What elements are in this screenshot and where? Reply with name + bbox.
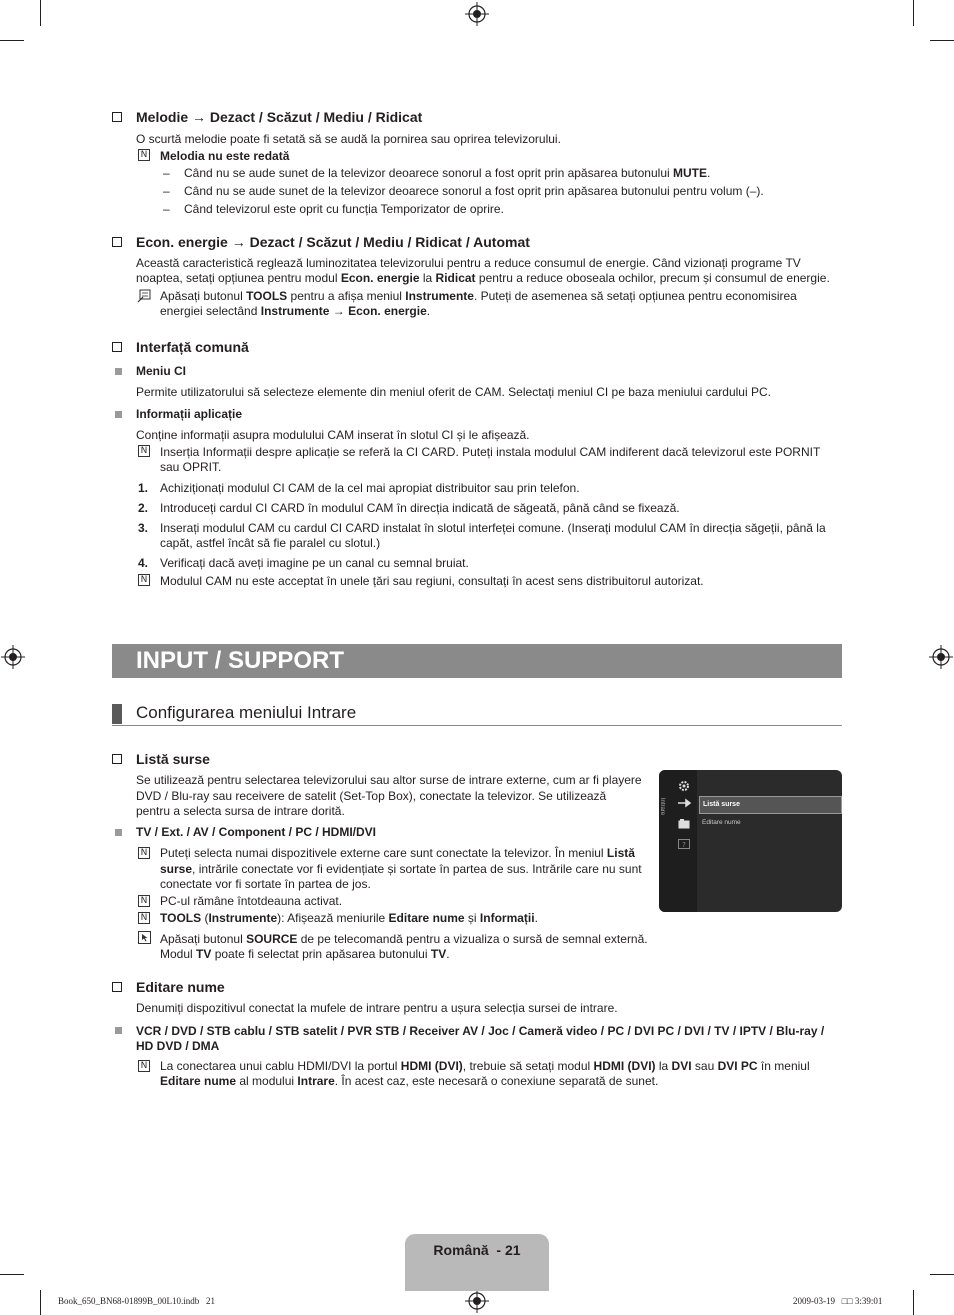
lista-note-line: Puteți selecta numai dispozitivele externe care sunt conectate la televizor. În meniul Listă bbox=[160, 846, 635, 860]
editare-device-list: VCR / DVD / STB cablu / STB satelit / PVR STB / Receiver AV / Joc / Cameră video / PC / DVI PC / DVI / TV / IPTV / Blu-ray / bbox=[136, 1024, 825, 1038]
lista-note-line: Apăsați butonul SOURCE de pe telecomandă pentru a vizualiza o sursă de semnal externă. bbox=[160, 932, 648, 946]
note-icon: N bbox=[138, 149, 150, 161]
dash-bullet: – bbox=[163, 202, 170, 216]
crop-mark bbox=[913, 1290, 914, 1315]
tools-note-icon bbox=[137, 289, 151, 303]
step-number: 3. bbox=[138, 521, 149, 535]
square-bullet-icon bbox=[115, 368, 122, 375]
info-aplicatie-title: Informații aplicație bbox=[136, 407, 243, 421]
note-icon: N bbox=[138, 445, 150, 457]
step-text: Introduceți cardul CI CARD în modulul CAM în direcția indicată de săgeată, până când se fixează. bbox=[160, 501, 680, 515]
section-title-marker bbox=[112, 704, 122, 724]
lista-heading: Listă surse bbox=[136, 751, 210, 767]
lista-note-line: TOOLS (Instrumente): Afișează meniurile Editare nume și Informații. bbox=[160, 911, 538, 925]
editare-note-line: La conectarea unui cablu HDMI/DVI la portul HDMI (DVI), trebuie să setați modul HDMI (DVI) la DVI sau DVI PC în meniul bbox=[160, 1059, 810, 1073]
note-icon: N bbox=[138, 847, 150, 859]
step-text: Inserați modulul CAM cu cardul CI CARD instalat în slotul interfeței comune. (Inserați modulul CAM în direcția săgeții, până la bbox=[160, 521, 826, 535]
econ-description-line: noaptea, setați opțiunea pentru modul Econ. energie la Ridicat pentru a reduce oboseala ochilor, precum și consumul de energie. bbox=[136, 271, 830, 285]
melodie-note-item: Când televizorul este oprit cu funcția Temporizator de oprire. bbox=[184, 202, 504, 216]
crop-mark bbox=[930, 1274, 954, 1275]
step-text: capăt, astfel încât să fie paralel cu slotul.) bbox=[160, 536, 381, 550]
checkbox-bullet-icon bbox=[112, 982, 122, 992]
lista-note-line: surse, intrările conectate vor fi evidențiate și sortate în partea de sus. Intrările care nu sunt bbox=[160, 862, 642, 876]
editare-device-list: HD DVD / DMA bbox=[136, 1039, 220, 1053]
lista-note-line: conectate vor fi sortate în partea de jos. bbox=[160, 877, 371, 891]
step-number: 2. bbox=[138, 501, 149, 515]
crop-mark bbox=[40, 0, 41, 26]
page-number-label: Română - 21 bbox=[433, 1242, 521, 1258]
checkbox-bullet-icon bbox=[112, 237, 122, 247]
note-icon: N bbox=[138, 1060, 150, 1072]
note-icon: N bbox=[138, 574, 150, 586]
registration-mark-icon bbox=[929, 645, 953, 669]
section-title: Configurarea meniului Intrare bbox=[136, 703, 357, 722]
tv-menu-screenshot bbox=[659, 770, 842, 912]
editare-description: Denumiți dispozitivul conectat la mufele de intrare pentru a ușura selecția sursei de intrare. bbox=[136, 1001, 618, 1015]
editare-heading: Editare nume bbox=[136, 979, 225, 995]
crop-mark bbox=[0, 1274, 24, 1275]
melodie-description: O scurtă melodie poate fi setată să se audă la pornirea sau oprirea televizorului. bbox=[136, 132, 561, 146]
footer-timestamp: 2009-03-19 □□ 3:39:01 bbox=[793, 1296, 883, 1306]
checkbox-bullet-icon bbox=[112, 112, 122, 122]
econ-tools-line: energiei selectând Instrumente → Econ. energie. bbox=[160, 304, 431, 318]
dash-bullet: – bbox=[163, 184, 170, 198]
lista-description-line: pentru a selecta sursa de intrare dorită. bbox=[136, 804, 345, 818]
lista-description-line: Se utilizează pentru selectarea televizorului sau altor surse de intrare externe, cum ar fi playere bbox=[136, 773, 642, 787]
tv-menu-item-label: Listă surse bbox=[703, 801, 740, 808]
checkbox-bullet-icon bbox=[112, 754, 122, 764]
ci-note-line: Inserția Informații despre aplicație se referă la CI CARD. Puteți instala modulul CAM indiferent dacă televizorul este PORNIT bbox=[160, 445, 821, 459]
tv-menu-item-lista-surse[interactable] bbox=[699, 796, 842, 814]
melodie-heading: Melodie → Dezact / Scăzut / Mediu / Ridicat bbox=[136, 109, 423, 125]
input-icon bbox=[678, 819, 690, 829]
banner-title: INPUT / SUPPORT bbox=[136, 647, 345, 674]
meniu-ci-description: Permite utilizatorului să selecteze elemente din meniul oferit de CAM. Selectați meniul CI pe baza meniului cardului PC. bbox=[136, 385, 771, 399]
section-divider bbox=[112, 725, 842, 726]
crop-mark bbox=[930, 40, 954, 41]
dash-bullet: – bbox=[163, 166, 170, 180]
remote-note-icon bbox=[138, 931, 151, 944]
note-icon: N bbox=[138, 912, 150, 924]
econ-tools-line: Apăsați butonul TOOLS pentru a afișa meniul Instrumente. Puteți de asemenea să setați opțiunea pentru economisirea bbox=[160, 289, 797, 303]
step-text: Achiziționați modulul CI CAM de la cel mai apropiat distribuitor sau prin telefon. bbox=[160, 481, 580, 495]
square-bullet-icon bbox=[115, 411, 122, 418]
ci-heading: Interfață comună bbox=[136, 339, 249, 355]
econ-description-line: Această caracteristică reglează luminozitatea televizorului pentru a reduce consumul de energie. Când vizionați programe TV bbox=[136, 256, 801, 270]
note-icon: N bbox=[138, 895, 150, 907]
melodie-note-item: Când nu se aude sunet de la televizor deoarece sonorul a fost oprit prin apăsarea butonului MUTE. bbox=[184, 166, 711, 180]
lista-note-line: Modul TV poate fi selectat prin apăsarea butonului TV. bbox=[160, 947, 450, 961]
footer-file-name: Book_650_BN68-01899B_00L10.indb 21 bbox=[58, 1296, 216, 1306]
ci-note-line: Modulul CAM nu este acceptat în unele țări sau regiuni, consultați în acest sens distribuitorul autorizat. bbox=[160, 574, 704, 588]
meniu-ci-title: Meniu CI bbox=[136, 364, 186, 378]
lista-description-line: DVD / Blu-ray sau receivere de satelit (Set-Top Box), conectate la televizor. Se utilizează bbox=[136, 789, 607, 803]
step-number: 1. bbox=[138, 481, 149, 495]
lista-sources: TV / Ext. / AV / Component / PC / HDMI/DVI bbox=[136, 825, 377, 839]
satellite-icon bbox=[677, 798, 691, 808]
crop-mark bbox=[0, 40, 24, 41]
square-bullet-icon bbox=[115, 829, 122, 836]
lista-note-line: PC-ul rămâne întotdeauna activat. bbox=[160, 894, 343, 908]
svg-text:?: ? bbox=[682, 841, 686, 849]
ci-note-line: sau OPRIT. bbox=[160, 460, 222, 474]
tv-menu-side-label: Intrare bbox=[659, 797, 666, 816]
registration-mark-icon bbox=[465, 1289, 489, 1313]
step-text: Verificați dacă aveți imagine pe un canal cu semnal bruiat. bbox=[160, 556, 469, 570]
melodie-note-title: Melodia nu este redată bbox=[160, 149, 290, 163]
square-bullet-icon bbox=[115, 1027, 122, 1034]
checkbox-bullet-icon bbox=[112, 342, 122, 352]
support-icon bbox=[678, 839, 690, 849]
crop-mark bbox=[40, 1290, 41, 1315]
info-aplicatie-description: Conține informații asupra modulului CAM inserat în slotul CI și le afișează. bbox=[136, 428, 530, 442]
editare-note-line: Editare nume al modului Intrare. În acest caz, este necesară o conexiune separată de sunet. bbox=[160, 1074, 659, 1088]
registration-mark-icon bbox=[465, 2, 489, 26]
econ-heading: Econ. energie → Dezact / Scăzut / Mediu / Ridicat / Automat bbox=[136, 234, 530, 250]
registration-mark-icon bbox=[1, 645, 25, 669]
crop-mark bbox=[913, 0, 914, 26]
tv-menu-item-editare-nume[interactable]: Editare nume bbox=[702, 819, 741, 826]
step-number: 4. bbox=[138, 556, 149, 570]
gear-icon bbox=[678, 780, 690, 792]
melodie-note-item: Când nu se aude sunet de la televizor deoarece sonorul a fost oprit prin apăsarea butonului pentru volum (–). bbox=[184, 184, 764, 198]
